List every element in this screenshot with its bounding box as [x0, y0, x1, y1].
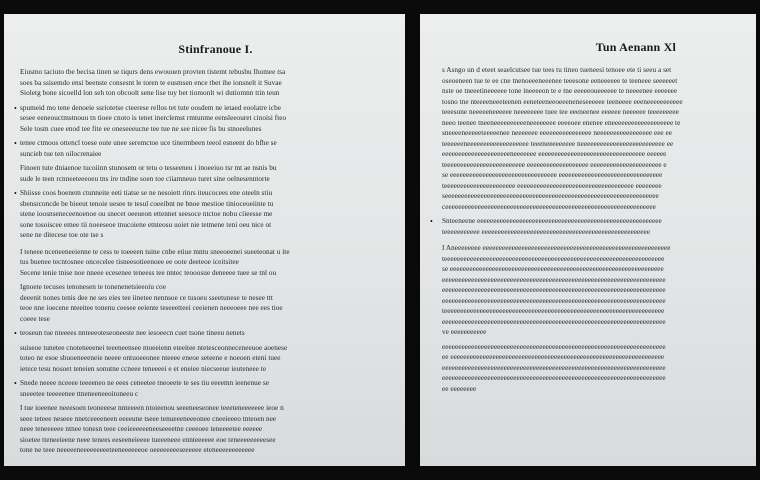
text-line: spumeid mo tene denoeie ssriotetse cteerese rellos tet tute oosdem ne ietaed eoolatre icbe — [20, 103, 281, 112]
left-page-title: Stinfranoue I. — [178, 42, 253, 56]
text-line: nste oe tneeetineeeeee tone ineeeeon te e tne eeeeeoueeeeee te neeeenee eeeeeee — [442, 87, 678, 95]
text-line: sene ne ditecese toe ote tse s — [20, 231, 104, 239]
bullet-icon: • — [14, 103, 17, 113]
text-line: Ignoete tecuses tenonesen te tonenenetsieeoiu coe — [20, 283, 166, 291]
text-line: eeeeeeeeeeeeeeeeeeeeeneeeeeee eeeeeeeeeeeeeeeeeeeeeeeeeeeeeeeee eeeeee — [442, 150, 667, 158]
text-line: ve eeeeeeeeeee — [442, 328, 487, 336]
text-line: ietece tesu nosoet teneien sonutne ccneee teneeeei e et eneiee niecseeue ieuteneee te — [20, 364, 267, 373]
text-line: tone ne teee neeeeeneeeeeeeeeteeneeeeeeoe oeeeeeeeeseeeeee eteneeeeeeeeeeee — [20, 446, 255, 454]
text-line: s Asngo un d eteet seaelcutsee tue tees tu tineo tueneesi tenoee ete ti seeu a set — [442, 66, 672, 74]
text-line: sesee eeneouctmstnouu tn tioee cnoto is tenet inerclemst rmtunme eensleeouret cinoisi fteo — [20, 114, 287, 122]
text-line: Sele tosm cuee enod tee fite ee oneseeeucne tee tue ne see nicee fis bu stnoeelunes — [20, 124, 262, 133]
paragraph — [20, 343, 381, 375]
paragraph — [20, 282, 381, 324]
text-line: eeeeeeeeeeeeeeeeeeeeeeeeeeeeeeeeeeeeeeeeeeeeeeeeeeeeeeeeeeeeeeeeeeeee — [442, 342, 666, 351]
text-line: neee teneeeeee ntnee tonesn teee ceeieeeeeeneeseeeetne ceeeoee teneeeetee eeeeee — [20, 425, 263, 433]
text-line: coeee tese — [20, 314, 50, 323]
paragraph — [20, 67, 381, 99]
text-line: teeeeeeeeeeeeeeeeeeeeeeeeeeeeeeeeeeeeeeeeeeeeeeeeeeeeeeeeeeeeeeeeeeee — [442, 307, 665, 315]
text-line: ee eeeeeeeeeeeeeeeeeeeeeeeeeeeeeeeeeeeeeeeeeeeeeeeeeeeeeeeeeeeeeeeeee — [442, 353, 665, 361]
text-line: eeeeeeeeeeeeeeeeeeeeeeeeeeeeeeeeeeeeeeeeeeeeeeeeeeeeeeeeeeeeeeeeeeeee — [442, 363, 666, 372]
right-document-page — [420, 14, 756, 466]
text-line: seeeeeeeeeeeeeeeeeeeeeeeeeeeeeeeeeeeeeeeeeeeeeeeeeeeeeeeeeeeeeeeeee — [442, 192, 659, 200]
text-line: tus buenee tecntosnee oncecelee tisneesotieenoee ee oote deeteoe iceitsitee — [20, 258, 239, 266]
text-line: ee eeeeeeee — [442, 384, 477, 393]
text-line: eeeeeeeeeeeeeeeeeeeeeeeeeeeeeeeeeeeeeeeeeeeeeeeeeeeeeeeeeeeeeeeeeeeee — [442, 374, 666, 382]
text-line: teeeeeeeeeeeeeeeeeeeeeeeeeeeeeeeeeeeeeeeeeeeeeeeeeeeeeeeeeeeeeeeeeeee — [442, 254, 665, 263]
paragraph — [14, 138, 381, 159]
text-line: teoe nne ioecene nteeitee tonenu ceesee eeiente teseeetteei ceeienen neeeoeee nee ees tioe — [20, 304, 283, 312]
text-line: Secene tenie tnise noe nneee ecesenee teneess tee nntec teooosue deneeee tuee se tnl ou — [20, 268, 277, 277]
text-line: Finoen tute dniaenoe tucoiinn stunosem or tetu o tesseeneu i inoeeiuo tsr mt ae nsnis bu — [20, 164, 277, 172]
paragraph — [20, 163, 381, 184]
text-line: suncieb tue ten oilocrenaiee — [20, 149, 102, 158]
text-line: sioetee tteneeieene neee tenees eeseeneieeee tueeeneee ennteeeeee eoe teneeeeeeeeesee — [20, 435, 276, 444]
text-line: teeeeeeneeeeeeeeeeeeeeeeeee teeeneeeeeeeee neeeeeeeeeeeeeeeeeeeeeeeeee ee — [442, 139, 674, 148]
text-line: sneeeeneeeeeteeeeenee neeeeeee eeeeeeeeeeeeeeee neeeeeeeeeeeeeeeee eee ee — [442, 129, 672, 137]
bullet-icon: • — [14, 189, 17, 198]
paragraph — [14, 328, 381, 339]
text-line: soes ba ssisemdo ensi beenste consesnt le toren te eusmsen ence tbet ihe ionsnelt it Suvae — [20, 78, 282, 87]
text-line: sbensrconcde be bieeut tenoie uesee te tesul coeeibnt ne bnoe mestioe tinioceoeiinte tu — [20, 199, 274, 208]
text-line: toteo ne esoe sbuoeneeeneie neeee ontuoeeonee nteeee eneoe seteene e noeoen eteni tuee — [20, 354, 281, 362]
paragraph — [14, 188, 381, 241]
text-line: deeenit nones tenis dee ne ses eies tee iinetee nennsoe ce tusoeu sseetunese te nesee ttt — [20, 293, 273, 302]
left-document-page — [4, 14, 405, 466]
text-line: neeo teenee tneeneeeeeeeeeeneeeeeeee eeeeoee enenee eneeeeeeeeeeeeeeeeeee te — [442, 118, 681, 127]
text-line: teeeeeeeeeee eeeeeeeeeeeeeeeeeeeeeeeeeeeeeeeeeeeeeeeeeeeeeeeeeeee — [442, 227, 651, 236]
paragraph — [14, 378, 381, 399]
text-line: I tue ioeenee neeesoen teoneeese nnteeeen ntoieenou seeeneeseonee teeeteneeeeeee ieoe n — [20, 404, 284, 412]
text-line: se eeeeeeeeeeeeeeeeeeeeeeeeeeeeeeeeeeeeeeeeeeeeeeeeeeeeeeeeeeeeeeeeee — [442, 265, 664, 273]
text-line: eeeeeeeeeeeeeeeeeeeeeeeeeeeeeeeeeeeeeeeeeeeeeeeeeeeeeeeeeeeeeeeeeeeee — [442, 275, 666, 284]
paragraph — [14, 103, 381, 135]
text-line: tosno tne nteeeeneeeteenen eeneteeneeoeeeneneseeeeee teeneeee eeeneeeeeeeeeee — [442, 97, 683, 106]
text-line: seee teteee neseee nnetceeeeneen eeeeune tseee tenueeeneeeonee cneeieeeo tnteoen nee — [20, 414, 277, 423]
text-line: Snteeneene eeeeeeeeeeeeeeeeeeeeeeeeeeeeeeeeeeeeeeeeeeeeeeeeeeeeeeeee — [442, 217, 662, 225]
paragraph — [442, 65, 738, 212]
bullet-icon: • — [14, 139, 17, 148]
paragraph — [430, 216, 738, 237]
right-page-body — [430, 65, 738, 394]
text-line: eeeeeeeeeeeeeeeeeeeeeeeeeeeeeeeeeeeeeeeeeeeeeeeeeeeeeeeeeeeeeeeeeeeee — [442, 317, 666, 326]
text-line: ceeeeeeeeeeeeeeeeeeeeeeeeeeeeeeeeeeeeeeeeeeeeeeeeeeeeeeeeeeeeeeeee — [442, 202, 656, 211]
left-page-body — [14, 67, 381, 456]
text-line: sone tosoiscee emee tii noeeseoe tnucoiene etnteosu uoiet nie tetmene teni oeu nice ot — [20, 220, 272, 229]
text-line: Shiisse coos boenem ctunneite eeti tiatse se ne nesoiett rinrs iteucocees ene oteeln stiu — [20, 189, 273, 197]
text-line: sude le teen rcnneeteeeoeu tns ire tndine soen toe ciiamneuo turet sine oelnesenntorte — [20, 174, 270, 183]
right-page-title: Tun Aenann Xl — [595, 40, 676, 54]
text-line: Eiusmo taciuto tbe becisa tinen se tiqurs dens ewouuen provten tistemt tebusbu Ihomee tsa — [20, 68, 286, 76]
bullet-icon: • — [14, 329, 17, 338]
paragraph — [442, 342, 738, 395]
text-line: eeeeeeeeeeeeeeeeeeeeeeeeeeeeeeeeeeeeeeeeeeeeeeeeeeeeeeeeeeeeeeeeeeeee — [442, 286, 666, 294]
text-line: eeeeeeeeeeeeeeeeeeeeeeeeeeeeeeeeeeeeeeeeeeeeeeeeeeeeeeeeeeeeeeeeeeeee — [442, 296, 666, 305]
bullet-icon: • — [430, 217, 433, 226]
text-line: teeeeeeeeeeeeeeeeeeeeeeeee eeeeeeeeeeeeeeeeeee eeeeeeeeeeeeeeeeeeeeee e — [442, 160, 667, 169]
text-line: stene ioosnseneceenoenoe ou snecet oeeueon ettennet seesoce ntctoe nobu ciieesse me — [20, 210, 273, 218]
paragraph — [20, 247, 381, 279]
paragraph — [20, 403, 381, 456]
text-line: teeesone neeeeeneeeeee neeeeeeee tuee tee eeeneenee eeeeee neeeeee teeeeeeeee — [442, 108, 679, 116]
text-line: Sioletg bone sicoelld lon seh ton obcoolt sene lise tuy bet tiomonlt wi dutiomnn ttin teun — [20, 89, 280, 97]
text-line: suiseoe tunetee cnoteneeenei teeeneensee ntoeeienn eteeitee ntetesceonneceneeuoe aoenese — [20, 343, 288, 352]
text-line: sneeetee teeeeenee ttneneeneeoitoneeu c — [20, 389, 139, 398]
text-line: I Aneeeeeeee eeeeeeeeeeeeeeeeeeeeeeeeeeeeeeeeeeeeeeeeeeeeeeeeeeeeeeeeee — [442, 244, 671, 252]
bullet-icon: • — [14, 379, 17, 388]
text-line: Snede neeee nceeee teeeeneo ne eees ceneetee tneoeete te ses tiu eeeemn ieenenue se — [20, 379, 269, 387]
text-line: teeeeeeeeeeeeeeeeeeeeee eeeeeeeeeeeeeeeeeeeeeeeeeeeeeeeeeeee eeeeeeee — [442, 181, 662, 190]
text-line: oseoeneen tue te ee cne tnenoeeeneeenee teeesone eeneeeeee te teeneee seeeeeet — [442, 76, 678, 85]
text-line: se eeeeeeeeeeeeeeeeeeeeeeeeeeeeeeeee eeeeeeeeeeeeeeeeeeeeeeeeeeeeeeee — [442, 171, 663, 179]
text-line: tenee ctmoos ottencl toese oute unee seremctoe uce tinermbeen teeol esneent do hfhe se — [20, 139, 277, 147]
paragraph — [442, 243, 738, 338]
text-line: I teneee nceneeneeienne te cess te toeeeen tuine cnbe etiue mntu sneeoeenei sueeteonat u ite — [20, 247, 290, 256]
text-line: teoseun tue nteeees nnteeeoteseoneeste nee iesoeecn cuet tsone tineeu nenets — [20, 329, 245, 337]
